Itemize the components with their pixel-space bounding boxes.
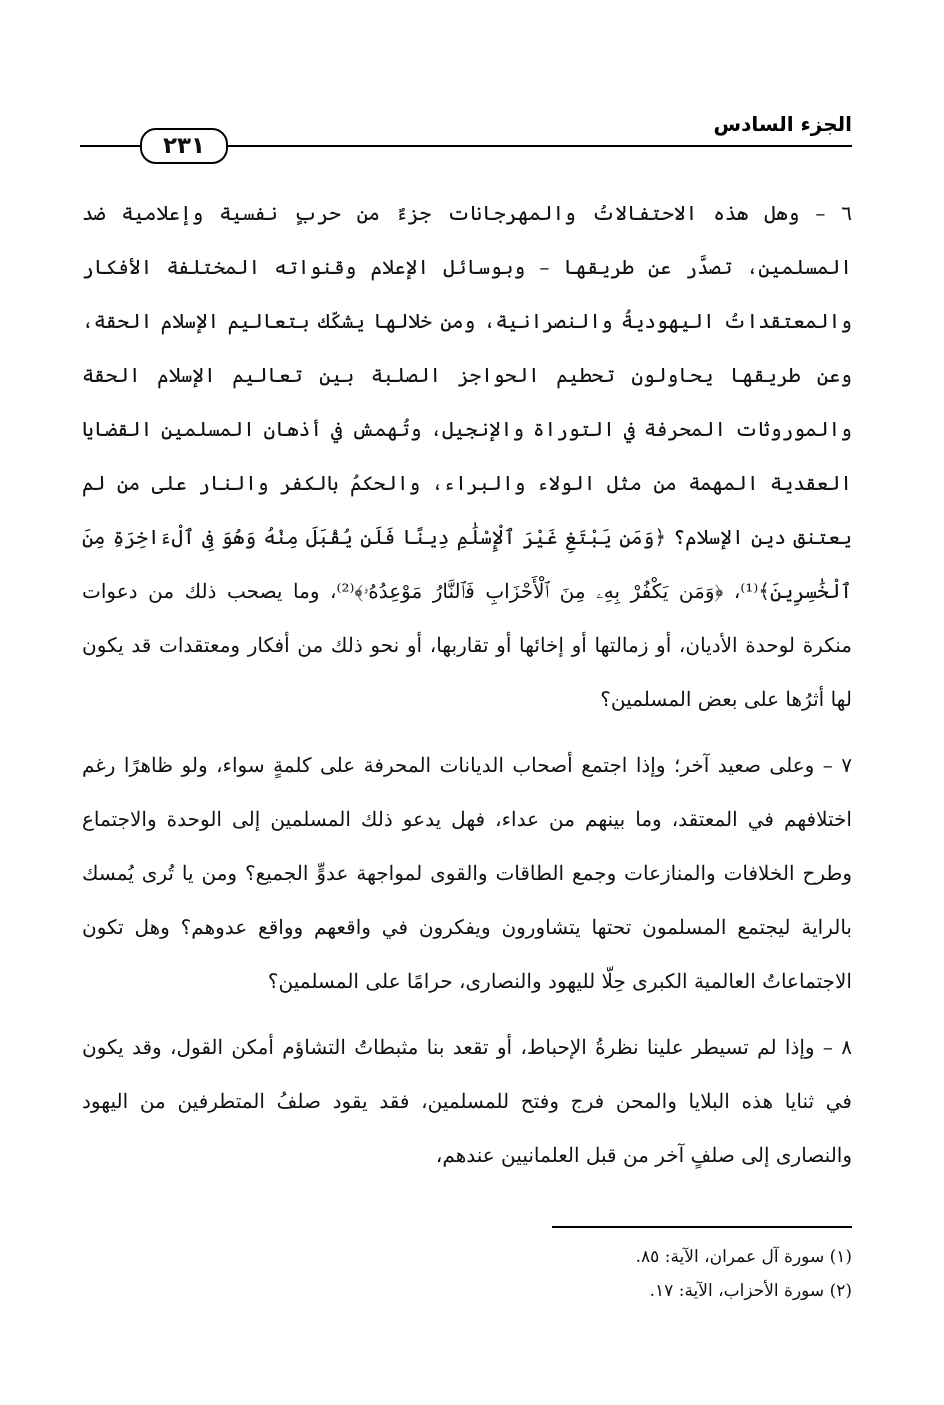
paragraph-6: ٦ – وهل هذه الاحتفالاتُ والمهرجانات جزءٌ من حربٍ نفسية وإعلامية ضد المسلمين، تصدَّر عن طريقها – وبوسائل الإعلام وقنواته المختلفة الأفكار والمعتقداتُ اليهوديةُ والنصرانية، ومن خلالها يشكّك بتعاليم الإسلام الحقة، وعن طريقها يحاولون تحطيم الحواجز الصلبة بين تعاليم الإسلام الحقة والموروثات المحرفة في التوراة والإنجيل، وتُهمش في أذهان المسلمين القضايا العقدية المهمة من مثل الولاء والبراء، والحكمُ بالكفر والنار على من لم يعتنق دين الإسلام؟ ﴿وَمَن يَبْتَغِ غَيْرَ ٱلْإِسْلَٰمِ دِينًا فَلَن يُقْبَلَ مِنْهُ وَهُوَ فِى ٱلْءَاخِرَةِ مِنَ ٱلْخَٰسِرِينَ﴾⁽¹⁾، ﴿وَمَن يَكْفُرْ بِهِۦ مِنَ ٱلْأَحْزَابِ فَٱلنَّارُ مَوْعِدُهُۥ﴾⁽²⁾، وما يصحب ذلك من دعوات منكرة لوحدة الأديان، أو زمالتها أو إخائها أو تقاربها، أو نحو ذلك من أفكار ومعتقدات قد يكون لها أثرُها على بعض المسلمين؟	[82, 201, 852, 711]
footnote-1: (١) سورة آل عمران، الآية: ٨٥.	[635, 1247, 852, 1267]
footnotes	[82, 1226, 852, 1308]
footnote-rule	[552, 1226, 852, 1228]
page-header	[80, 108, 852, 178]
footnote-2: (٢) سورة الأحزاب، الآية: ١٧.	[649, 1281, 852, 1301]
page-number: ٢٣١	[140, 128, 228, 164]
body-text	[82, 186, 852, 1194]
paragraph-7: ٧ – وعلى صعيد آخر؛ وإذا اجتمع أصحاب الديانات المحرفة على كلمةٍ سواء، ولو ظاهرًا رغم اختلافهم في المعتقد، وما بينهم من عداء، فهل يدعو ذلك المسلمين إلى الوحدة والاجتماع وطرح الخلافات والمنازعات وجمع الطاقات والقوى لمواجهة عدوٍّ الجميع؟ ومن يا تُرى يُمسك بالراية ليجتمع المسلمون تحتها يتشاورون ويفكرون في واقعهم وواقع عدوهم؟ وهل تكون الاجتماعاتُ العالمية الكبرى حِلّا لليهود والنصارى، حرامًا على المسلمين؟	[82, 753, 852, 993]
running-title: الجزء السادس	[713, 112, 852, 136]
paragraph-8: ٨ – وإذا لم تسيطر علينا نظرةُ الإحباط، أو تقعد بنا مثبطاتُ التشاؤم أمكن القول، وقد يكون في ثنايا هذه البلايا والمحن فرج وفتح للمسلمين، فقد يقود صلفُ المتطرفين من اليهود والنصارى إلى صلفٍ آخر من قبل العلمانيين عندهم،	[82, 1035, 852, 1167]
